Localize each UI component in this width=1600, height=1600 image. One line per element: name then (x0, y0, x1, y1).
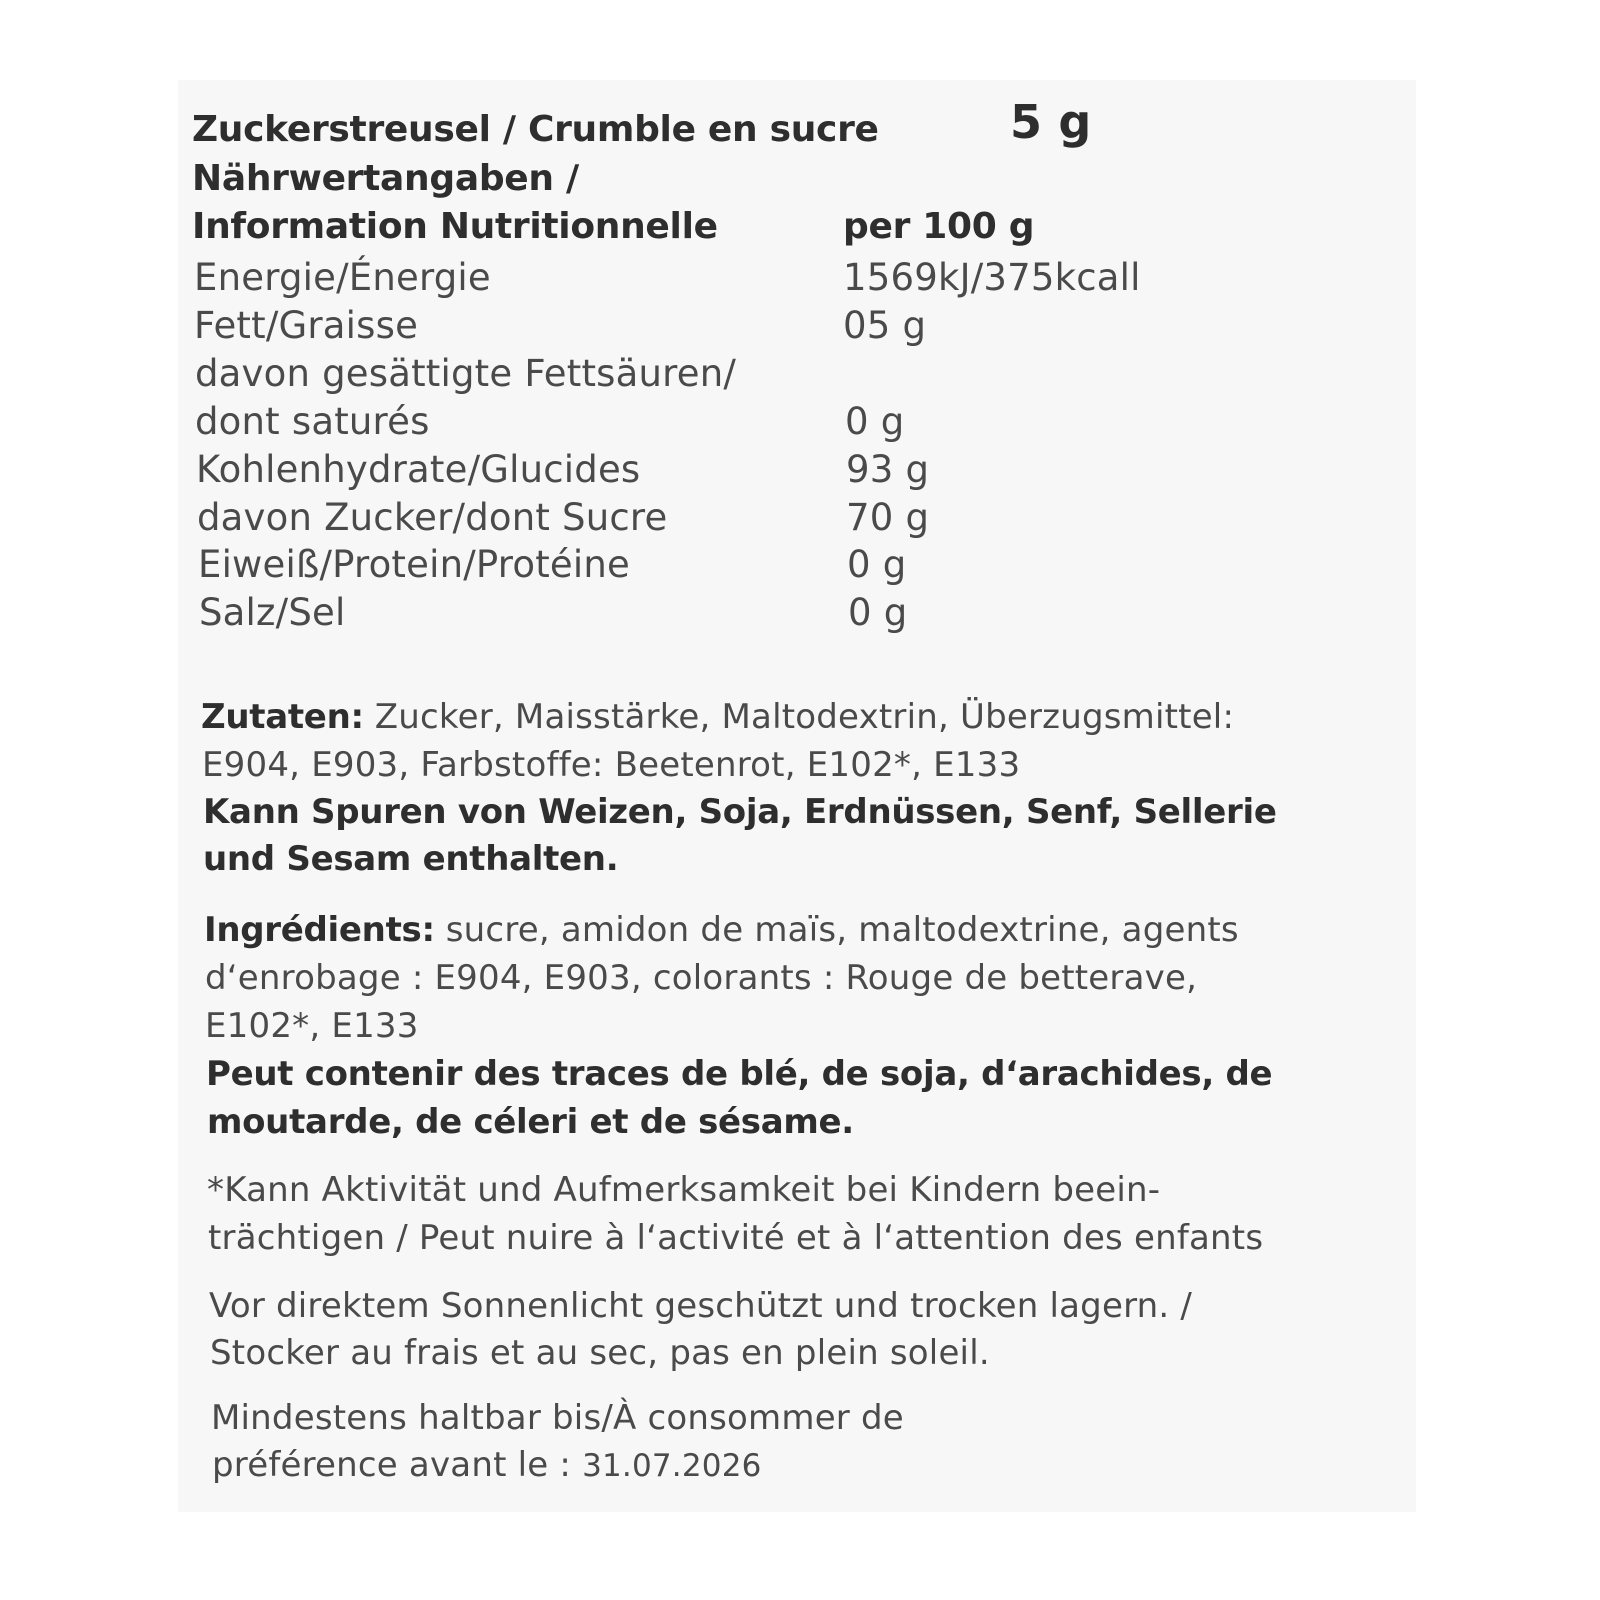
protein-value: 0 g (847, 543, 907, 586)
net-weight: 5 g (1010, 95, 1092, 149)
ingredients-fr-heading: Ingrédients: (204, 910, 435, 950)
saturated-value: 0 g (845, 400, 905, 443)
sugar-label: davon Zucker/dont Sucre (197, 496, 668, 539)
warning-line2: trächtigen / Peut nuire à l‘activité et à l‘attention des enfants (208, 1218, 1264, 1258)
best-before-date: 31.07.2026 (582, 1448, 762, 1484)
fat-value: 05 g (843, 304, 927, 347)
ingredients-de-line1 (201, 695, 1234, 739)
saturated-label-line2: dont saturés (195, 400, 430, 443)
carbs-label: Kohlenhydrate/Glucides (196, 448, 641, 491)
nutrition-title-line2: Information Nutritionnelle (192, 206, 718, 247)
best-before-line1: Mindestens haltbar bis/À consommer de (211, 1398, 904, 1438)
carbs-value: 93 g (846, 448, 930, 491)
nutrition-title-line1: Nährwertangaben / (192, 158, 579, 199)
per-100g-header: per 100 g (843, 206, 1035, 247)
allergens-fr-line1: Peut contenir des traces de blé, de soja, d‘arachides, de (206, 1054, 1273, 1094)
product-name: Zuckerstreusel / Crumble en sucre (192, 109, 879, 150)
best-before-label: préférence avant le : (212, 1445, 583, 1485)
storage-line2: Stocker au frais et au sec, pas en plein soleil. (210, 1333, 990, 1373)
ingredients-de-heading: Zutaten: (201, 697, 364, 737)
warning-line1: *Kann Aktivität und Aufmerksamkeit bei Kindern beein- (207, 1170, 1161, 1210)
ingredients-fr-line2: d‘enrobage : E904, E903, colorants : Rouge de betterave, (205, 958, 1198, 998)
allergens-fr-line2: moutarde, de céleri et de sésame. (207, 1102, 854, 1142)
storage-line1: Vor direktem Sonnenlicht geschützt und trocken lagern. / (209, 1286, 1193, 1326)
best-before-line2 (212, 1443, 762, 1488)
ingredients-fr-line3: E102*, E133 (205, 1006, 419, 1046)
allergens-de-line2: und Sesam enthalten. (203, 839, 619, 879)
energy-value: 1569kJ/375kcall (843, 256, 1141, 299)
fat-label: Fett/Graisse (194, 304, 419, 347)
energy-label: Energie/Énergie (194, 256, 491, 299)
sugar-value: 70 g (846, 496, 930, 539)
salt-label: Salz/Sel (199, 591, 346, 634)
ingredients-de-text: Zucker, Maisstärke, Maltodextrin, Überzugsmittel: (363, 697, 1235, 737)
salt-value: 0 g (848, 591, 908, 634)
saturated-label-line1: davon gesättigte Fettsäuren/ (195, 352, 737, 395)
allergens-de-line1: Kann Spuren von Weizen, Soja, Erdnüssen, Senf, Sellerie (203, 792, 1277, 832)
protein-label: Eiweiß/Protein/Protéine (198, 543, 630, 586)
ingredients-de-line2: E904, E903, Farbstoffe: Beetenrot, E102*, E133 (202, 745, 1021, 785)
ingredients-fr-text: sucre, amidon de maïs, maltodextrine, agents (434, 910, 1239, 950)
ingredients-fr-line1 (204, 908, 1239, 952)
